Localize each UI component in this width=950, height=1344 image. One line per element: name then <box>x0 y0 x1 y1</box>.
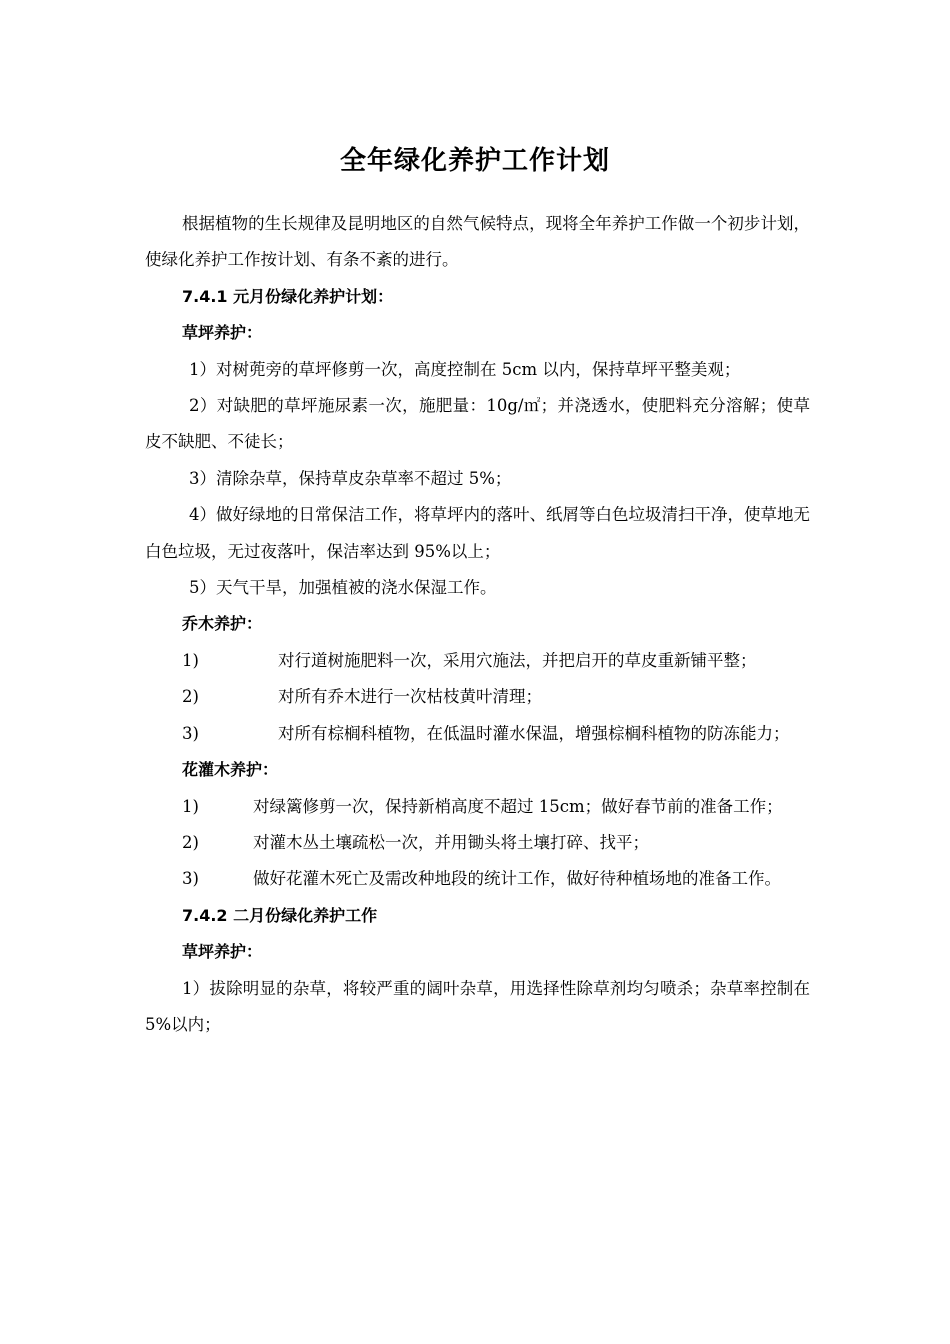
item-number: 2) <box>182 687 199 707</box>
item-text: 对所有乔木进行一次枯枝黄叶清理； <box>278 687 542 707</box>
subheading-lawn-january: 草坪养护： <box>182 323 263 343</box>
list-item <box>145 716 810 752</box>
item-text: 对绿篱修剪一次，保持新梢高度不超过 15cm；做好春节前的准备工作； <box>253 796 783 816</box>
list-item: 1）对树蔸旁的草坪修剪一次，高度控制在 5cm 以内，保持草坪平整美观； <box>189 359 741 379</box>
page-title: 全年绿化养护工作计划 <box>339 146 610 176</box>
list-item: 2）对缺肥的草坪施尿素一次，施肥量：10g/㎡；并浇透水，使肥料充分溶解；使草皮不缺肥、不徒长； <box>145 396 810 452</box>
item-number: 1) <box>182 796 199 816</box>
subheading-lawn-february: 草坪养护： <box>182 942 263 962</box>
item-number: 2) <box>182 832 199 852</box>
subheading-shrubs-january: 花灌木养护： <box>182 760 279 780</box>
intro-paragraph: 根据植物的生长规律及昆明地区的自然气候特点，现将全年养护工作做一个初步计划，使绿化养护工作按计划、有条不紊的进行。 <box>145 214 810 270</box>
item-number: 3) <box>182 869 199 889</box>
document-body <box>145 206 810 1043</box>
list-item <box>145 825 810 861</box>
subheading-trees-january: 乔木养护： <box>182 614 263 634</box>
item-number: 3) <box>182 723 199 743</box>
list-item <box>145 789 810 825</box>
list-item: 5）天气干旱，加强植被的浇水保湿工作。 <box>189 578 497 598</box>
list-item: 1）拔除明显的杂草，将较严重的阔叶杂草，用选择性除草剂均匀喷杀；杂草率控制在 5%以内； <box>145 978 810 1034</box>
section-heading-january: 7.4.1 元月份绿化养护计划： <box>182 286 394 306</box>
item-text: 对灌木丛土壤疏松一次，并用锄头将土壤打碎、找平； <box>253 832 649 852</box>
list-item <box>145 861 810 897</box>
list-item: 4）做好绿地的日常保洁工作，将草坪内的落叶、纸屑等白色垃圾清扫干净，使草地无白色垃圾，无过夜落叶，保洁率达到 95%以上； <box>145 505 810 561</box>
list-item <box>145 643 810 679</box>
section-heading-february: 7.4.2 二月份绿化养护工作 <box>182 905 378 925</box>
list-item <box>145 679 810 715</box>
item-number: 1) <box>182 650 199 670</box>
item-text: 对所有棕榈科植物，在低温时灌水保温，增强棕榈科植物的防冻能力； <box>278 723 790 743</box>
list-item: 3）清除杂草，保持草皮杂草率不超过 5%； <box>189 468 512 488</box>
item-text: 对行道树施肥料一次，采用穴施法，并把启开的草皮重新铺平整； <box>278 650 757 670</box>
item-text: 做好花灌木死亡及需改种地段的统计工作，做好待种植场地的准备工作。 <box>253 869 781 889</box>
